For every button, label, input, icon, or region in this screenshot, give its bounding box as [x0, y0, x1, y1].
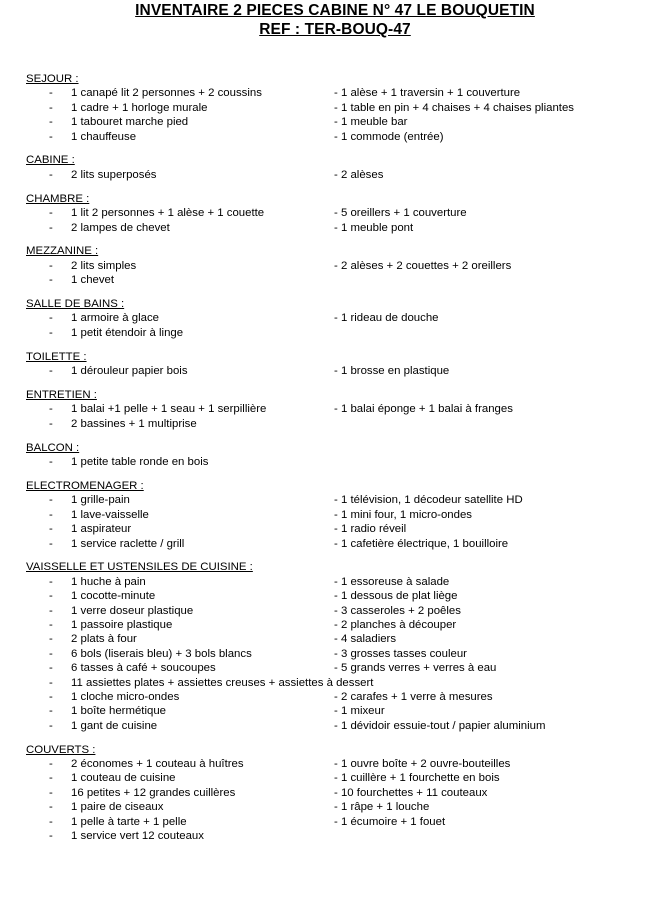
bullet-dash: -: [49, 326, 53, 339]
document-title: INVENTAIRE 2 PIECES CABINE N° 47 LE BOUQUETIN: [135, 2, 535, 19]
bullet-dash: -: [49, 274, 53, 287]
item-left: 1 gant de cuisine: [71, 719, 158, 732]
item-right: - 1 râpe + 1 louche: [334, 801, 430, 814]
bullet-dash: -: [49, 705, 53, 718]
bullet-dash: -: [49, 801, 53, 814]
inventory-row: [26, 800, 666, 814]
item-left: 1 balai +1 pelle + 1 seau + 1 serpillière: [71, 403, 267, 416]
item-left: 1 chevet: [71, 274, 115, 287]
inventory-section: [26, 560, 666, 733]
item-left: 2 bassines + 1 multiprise: [71, 417, 197, 430]
inventory-row: [26, 647, 666, 661]
section-title: SALLE DE BAINS :: [26, 298, 125, 311]
item-left: 1 paire de ciseaux: [71, 801, 164, 814]
item-right: - 1 mixeur: [334, 705, 385, 718]
item-left: 6 tasses à café + soucoupes: [71, 662, 216, 675]
bullet-dash: -: [49, 221, 53, 234]
item-right: - 10 fourchettes + 11 couteaux: [334, 786, 488, 799]
inventory-section: [26, 192, 666, 235]
section-title: TOILETTE :: [26, 350, 87, 363]
item-right: - 1 cafetière électrique, 1 bouilloire: [334, 537, 509, 550]
bullet-dash: -: [49, 537, 53, 550]
item-right: - 1 mini four, 1 micro-ondes: [334, 508, 473, 521]
inventory-row: [26, 786, 666, 800]
item-left: 1 lave-vaisselle: [71, 508, 149, 521]
inventory-row: [26, 86, 666, 100]
bullet-dash: -: [49, 87, 53, 100]
item-left: 1 petite table ronde en bois: [71, 456, 209, 469]
bullet-dash: -: [49, 116, 53, 129]
item-left: 1 huche à pain: [71, 575, 146, 588]
item-right: - 3 casseroles + 2 poêles: [334, 604, 461, 617]
bullet-dash: -: [49, 365, 53, 378]
bullet-dash: -: [49, 633, 53, 646]
bullet-dash: -: [49, 786, 53, 799]
inventory-row: [26, 632, 666, 646]
inventory-row: [26, 522, 666, 536]
item-left: 2 lampes de chevet: [71, 221, 170, 234]
bullet-dash: -: [49, 604, 53, 617]
item-left: 1 canapé lit 2 personnes + 2 coussins: [71, 87, 262, 100]
item-left: 2 plats à four: [71, 633, 137, 646]
section-title: SEJOUR :: [26, 73, 79, 85]
section-title: ENTRETIEN :: [26, 389, 97, 402]
item-right: - 1 essoreuse à salade: [334, 575, 450, 588]
inventory-list: [26, 72, 666, 853]
document-reference: REF : TER-BOUQ-47: [259, 21, 411, 38]
inventory-row: [26, 221, 666, 235]
inventory-row: [26, 661, 666, 675]
item-left: 1 lit 2 personnes + 1 alèse + 1 couette: [71, 207, 265, 220]
inventory-row: [26, 130, 666, 144]
bullet-dash: -: [49, 719, 53, 732]
item-right: - 2 planches à découper: [334, 619, 457, 631]
item-left: 1 tabouret marche pied: [71, 116, 189, 129]
item-left: 1 cocotte-minute: [71, 590, 156, 603]
section-title: CABINE :: [26, 154, 75, 167]
bullet-dash: -: [49, 523, 53, 536]
inventory-row: [26, 402, 666, 416]
item-left: 1 service raclette / grill: [71, 537, 185, 550]
bullet-dash: -: [49, 829, 53, 842]
inventory-row: [26, 364, 666, 378]
inventory-row: [26, 604, 666, 618]
bullet-dash: -: [49, 417, 53, 430]
bullet-dash: -: [49, 259, 53, 272]
inventory-row: [26, 493, 666, 507]
item-left: 1 cadre + 1 horloge murale: [71, 101, 208, 114]
item-right: - 2 carafes + 1 verre à mesures: [334, 690, 493, 703]
inventory-row: [26, 455, 666, 469]
item-right: - 1 écumoire + 1 fouet: [334, 815, 446, 828]
item-left: 1 boîte hermétique: [71, 705, 166, 718]
item-right: - 1 balai éponge + 1 balai à franges: [334, 403, 513, 416]
item-right: - 1 cuillère + 1 fourchette en bois: [334, 772, 500, 785]
item-left: 1 passoire plastique: [71, 619, 173, 631]
item-left: 1 chauffeuse: [71, 130, 137, 143]
inventory-row: [26, 508, 666, 522]
inventory-row: [26, 704, 666, 718]
inventory-row: [26, 618, 666, 632]
item-right: - 1 dévidoir essuie-tout / papier aluminium: [334, 719, 546, 732]
item-right: - 2 alèses: [334, 168, 384, 181]
item-right: - 1 radio réveil: [334, 523, 407, 536]
item-left: 2 économes + 1 couteau à huîtres: [71, 758, 244, 771]
inventory-row: [26, 676, 666, 690]
item-left: 1 pelle à tarte + 1 pelle: [71, 815, 187, 828]
inventory-row: [26, 771, 666, 785]
inventory-section: [26, 153, 666, 182]
inventory-row: [26, 168, 666, 182]
inventory-section: [26, 297, 666, 340]
item-left: 1 petit étendoir à linge: [71, 326, 184, 339]
item-right: - 1 meuble bar: [334, 116, 408, 129]
bullet-dash: -: [49, 662, 53, 675]
inventory-row: [26, 206, 666, 220]
item-right: - 2 alèses + 2 couettes + 2 oreillers: [334, 259, 512, 272]
item-left: 1 armoire à glace: [71, 312, 160, 325]
inventory-section: [26, 244, 666, 287]
item-right: - 1 alèse + 1 traversin + 1 couverture: [334, 87, 521, 100]
bullet-dash: -: [49, 772, 53, 785]
item-left: 1 cloche micro-ondes: [71, 690, 180, 703]
section-title: CHAMBRE :: [26, 192, 90, 205]
section-title: MEZZANINE :: [26, 245, 99, 258]
bullet-dash: -: [49, 575, 53, 588]
item-right: - 4 saladiers: [334, 633, 397, 646]
inventory-row: [26, 311, 666, 325]
item-left: 1 verre doseur plastique: [71, 604, 194, 617]
section-title: COUVERTS :: [26, 743, 96, 756]
bullet-dash: -: [49, 590, 53, 603]
item-right: - 1 brosse en plastique: [334, 365, 450, 378]
item-right: - 3 grosses tasses couleur: [334, 647, 467, 660]
bullet-dash: -: [49, 619, 53, 631]
bullet-dash: -: [49, 508, 53, 521]
inventory-row: [26, 829, 666, 843]
section-title: VAISSELLE ET USTENSILES DE CUISINE :: [26, 561, 253, 574]
inventory-row: [26, 259, 666, 273]
item-right: - 5 oreillers + 1 couverture: [334, 207, 467, 220]
bullet-dash: -: [49, 130, 53, 143]
bullet-dash: -: [49, 101, 53, 114]
inventory-section: [26, 350, 666, 379]
item-left: 16 petites + 12 grandes cuillères: [71, 786, 236, 799]
inventory-row: [26, 417, 666, 431]
inventory-section: [26, 743, 666, 844]
inventory-row: [26, 273, 666, 287]
item-right: - 1 télévision, 1 décodeur satellite HD: [334, 494, 523, 507]
item-left: 1 aspirateur: [71, 523, 132, 536]
bullet-dash: -: [49, 676, 53, 689]
item-left: 2 lits superposés: [71, 168, 157, 181]
bullet-dash: -: [49, 207, 53, 220]
inventory-row: [26, 115, 666, 129]
bullet-dash: -: [49, 647, 53, 660]
inventory-row: [26, 815, 666, 829]
bullet-dash: -: [49, 815, 53, 828]
item-right: - 5 grands verres + verres à eau: [334, 662, 497, 675]
section-title: BALCON :: [26, 441, 80, 454]
item-right: - 1 commode (entrée): [334, 130, 444, 143]
inventory-row: [26, 575, 666, 589]
inventory-row: [26, 757, 666, 771]
inventory-section: [26, 479, 666, 551]
item-left: 6 bols (liserais bleu) + 3 bols blancs: [71, 647, 252, 660]
inventory-section: [26, 388, 666, 431]
bullet-dash: -: [49, 494, 53, 507]
item-left: 1 grille-pain: [71, 494, 130, 507]
item-right: - 1 dessous de plat liège: [334, 590, 458, 603]
bullet-dash: -: [49, 758, 53, 771]
bullet-dash: -: [49, 168, 53, 181]
item-left: 1 service vert 12 couteaux: [71, 829, 204, 842]
inventory-row: [26, 690, 666, 704]
bullet-dash: -: [49, 312, 53, 325]
inventory-row: [26, 326, 666, 340]
inventory-section: [26, 72, 666, 144]
inventory-row: [26, 537, 666, 551]
bullet-dash: -: [49, 403, 53, 416]
section-title: ELECTROMENAGER :: [26, 479, 144, 492]
inventory-row: [26, 719, 666, 733]
item-left: 1 couteau de cuisine: [71, 772, 176, 785]
bullet-dash: -: [49, 456, 53, 469]
item-right: - 1 meuble pont: [334, 221, 414, 234]
item-left: 11 assiettes plates + assiettes creuses + assiettes à dessert: [71, 676, 374, 689]
item-right: - 1 table en pin + 4 chaises + 4 chaises pliantes: [334, 101, 574, 114]
item-right: - 1 rideau de douche: [334, 312, 439, 325]
inventory-row: [26, 589, 666, 603]
bullet-dash: -: [49, 690, 53, 703]
inventory-row: [26, 101, 666, 115]
inventory-section: [26, 441, 666, 470]
item-left: 1 dérouleur papier bois: [71, 365, 188, 378]
item-left: 2 lits simples: [71, 259, 137, 272]
item-right: - 1 ouvre boîte + 2 ouvre-bouteilles: [334, 758, 511, 771]
